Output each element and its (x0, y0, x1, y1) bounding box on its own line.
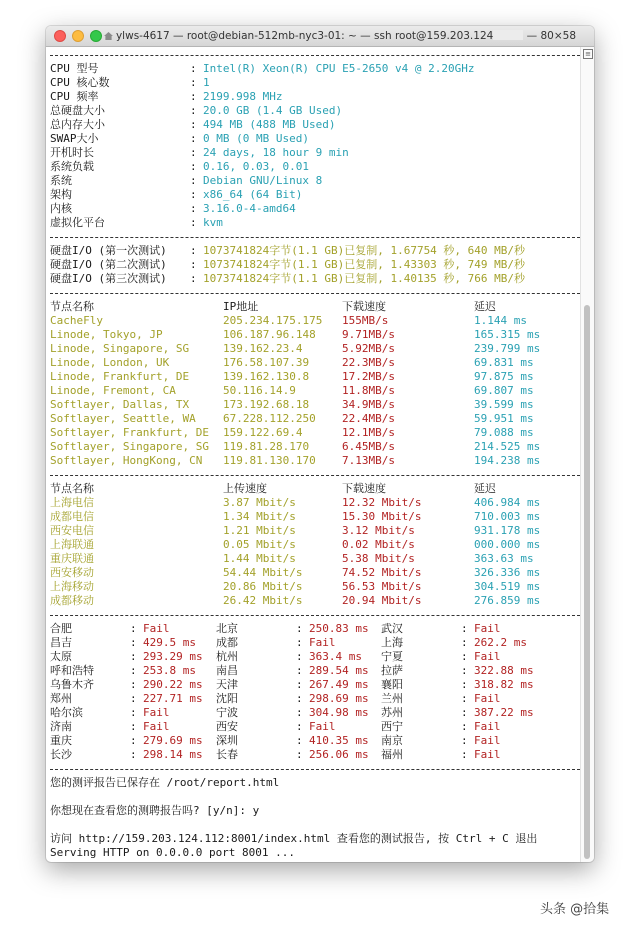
cn-down: 12.32 Mbit/s (342, 496, 422, 509)
ping-city: 郑州 (50, 692, 72, 705)
disk-io-value: 1073741824字节(1.1 GB)已复制, 1.43303 秒, 749 MB/秒 (203, 258, 526, 271)
ping-colon: : (461, 678, 468, 691)
sysinfo-colon: : (190, 118, 197, 131)
ping-value: 387.22 ms (474, 706, 534, 719)
sysinfo-label: SWAP大小 (50, 132, 99, 145)
title-bar[interactable] (46, 26, 594, 47)
speed-node: Softlayer, Seattle, WA (50, 412, 196, 425)
ping-row (50, 664, 580, 678)
speed-ip: 205.234.175.175 (223, 314, 323, 327)
separator-line (50, 48, 580, 62)
speed-row (50, 454, 580, 468)
ping-value: Fail (474, 692, 501, 705)
cn-row (50, 510, 580, 524)
ping-colon: : (461, 734, 468, 747)
ping-value: 279.69 ms (143, 734, 203, 747)
sysinfo-value: 1 (203, 76, 210, 89)
ping-colon: : (130, 720, 137, 733)
watermark-text: 头条 @拾集 (540, 902, 610, 917)
sysinfo-colon: : (190, 62, 197, 75)
ping-value: Fail (474, 720, 501, 733)
ping-city: 沈阳 (216, 692, 238, 705)
ping-city: 南京 (381, 734, 403, 747)
prompt-text: 你想现在查看您的测聘报告吗? [y/n]: y (50, 804, 260, 817)
cn-down: 15.30 Mbit/s (342, 510, 422, 523)
ping-colon: : (130, 692, 137, 705)
visit-text: 访问 http://159.203.124.112:8001/index.html 查看您的测试报告, 按 Ctrl + C 退出 (50, 832, 538, 845)
speed-latency: 59.951 ms (474, 412, 534, 425)
cn-latency: 931.178 ms (474, 524, 541, 537)
cn-row (50, 552, 580, 566)
ping-city: 南昌 (216, 664, 238, 677)
disk-io-colon: : (190, 244, 197, 257)
sysinfo-value: 0.16, 0.03, 0.01 (203, 160, 309, 173)
cn-down: 5.38 Mbit/s (342, 552, 415, 565)
ping-row (50, 706, 580, 720)
sysinfo-label: 架构 (50, 188, 72, 201)
cn-up: 0.05 Mbit/s (223, 538, 296, 551)
speed-down: 5.92MB/s (342, 342, 395, 355)
ping-city: 福州 (381, 748, 403, 761)
ping-value: 363.4 ms (309, 650, 362, 663)
ping-city: 北京 (216, 622, 238, 635)
visit-line (50, 832, 580, 846)
cn-node: 西安电信 (50, 524, 94, 537)
speed-down: 7.13MB/s (342, 454, 395, 467)
speed-row (50, 342, 580, 356)
ping-value: 298.14 ms (143, 748, 203, 761)
window-title-text: ylws-4617 — root@debian-512mb-nyc3-01: ~ — ssh root@159.203.124 (115, 30, 494, 42)
ping-city: 西宁 (381, 720, 403, 733)
cn-row (50, 538, 580, 552)
ping-colon: : (296, 720, 303, 733)
cn-header-up: 上传速度 (223, 482, 267, 495)
sysinfo-value: 20.0 GB (1.4 GB Used) (203, 104, 343, 117)
ping-value: 322.88 ms (474, 664, 534, 677)
ping-city: 上海 (381, 636, 403, 649)
cn-up: 1.21 Mbit/s (223, 524, 296, 537)
ping-city: 西安 (216, 720, 238, 733)
window-title (98, 26, 582, 46)
ping-colon: : (461, 692, 468, 705)
disk-io-value: 1073741824字节(1.1 GB)已复制, 1.40135 秒, 766 MB/秒 (203, 272, 526, 285)
ping-city: 宁波 (216, 706, 238, 719)
sysinfo-row (50, 104, 580, 118)
cn-latency: 276.859 ms (474, 594, 541, 607)
sysinfo-value: 2199.998 MHz (203, 90, 283, 103)
ping-value: Fail (143, 622, 170, 635)
ping-city: 乌鲁木齐 (50, 678, 94, 691)
speed-row (50, 384, 580, 398)
terminal-window (46, 26, 594, 862)
speed-latency: 69.831 ms (474, 356, 534, 369)
sysinfo-colon: : (190, 188, 197, 201)
cn-header-down: 下载速度 (342, 482, 386, 495)
separator-line (50, 468, 580, 482)
ping-colon: : (296, 692, 303, 705)
speed-down: 17.2MB/s (342, 370, 395, 383)
speed-ip: 67.228.112.250 (223, 412, 316, 425)
disk-io-row (50, 272, 580, 286)
ping-value: 253.8 ms (143, 664, 196, 677)
speed-latency: 165.315 ms (474, 328, 541, 341)
speed-header-node: 节点名称 (50, 300, 94, 313)
scrollbar[interactable] (580, 47, 594, 862)
ping-value: 250.83 ms (309, 622, 369, 635)
speed-node: Softlayer, Frankfurt, DE (50, 426, 209, 439)
ping-city: 杭州 (216, 650, 238, 663)
ping-colon: : (296, 678, 303, 691)
ping-colon: : (296, 664, 303, 677)
ping-city: 武汉 (381, 622, 403, 635)
cn-row (50, 594, 580, 608)
ping-colon: : (130, 636, 137, 649)
sysinfo-row (50, 160, 580, 174)
speed-down: 155MB/s (342, 314, 389, 327)
serving-text: Serving HTTP on 0.0.0.0 port 8001 ... (50, 846, 296, 858)
speed-latency: 69.807 ms (474, 384, 534, 397)
ping-city: 长春 (216, 748, 238, 761)
sysinfo-label: CPU 型号 (50, 62, 99, 75)
disk-io-label: 硬盘I/O (第一次测试) (50, 244, 167, 257)
home-icon (104, 32, 113, 40)
ping-row (50, 636, 580, 650)
ping-value: 304.98 ms (309, 706, 369, 719)
cn-node: 成都电信 (50, 510, 94, 523)
sysinfo-label: 虚拟化平台 (50, 216, 105, 229)
cn-down: 0.02 Mbit/s (342, 538, 415, 551)
speed-latency: 97.875 ms (474, 370, 534, 383)
cn-up: 54.44 Mbit/s (223, 566, 303, 579)
ping-row (50, 692, 580, 706)
speed-ip: 50.116.14.9 (223, 384, 296, 397)
cn-latency: 304.519 ms (474, 580, 541, 593)
speed-down: 22.3MB/s (342, 356, 395, 369)
ping-colon: : (461, 706, 468, 719)
ping-value: 429.5 ms (143, 636, 196, 649)
speed-down: 12.1MB/s (342, 426, 395, 439)
sysinfo-value: x86_64 (64 Bit) (203, 188, 303, 201)
sysinfo-colon: : (190, 90, 197, 103)
sysinfo-colon: : (190, 146, 197, 159)
ping-value: 256.06 ms (309, 748, 369, 761)
ping-city: 济南 (50, 720, 72, 733)
speed-row (50, 426, 580, 440)
cn-node: 上海电信 (50, 496, 94, 509)
speed-header-latency: 延迟 (474, 300, 496, 313)
ping-city: 太原 (50, 650, 72, 663)
speed-ip: 139.162.130.8 (223, 370, 310, 383)
separator-line (50, 608, 580, 622)
sysinfo-value: 494 MB (488 MB Used) (203, 118, 336, 131)
speed-latency: 214.525 ms (474, 440, 541, 453)
ping-city: 宁夏 (381, 650, 403, 663)
disk-io-colon: : (190, 272, 197, 285)
ping-value: Fail (474, 748, 501, 761)
sysinfo-label: 内核 (50, 202, 72, 215)
cn-up: 1.44 Mbit/s (223, 552, 296, 565)
cn-latency: 406.984 ms (474, 496, 541, 509)
sysinfo-label: CPU 频率 (50, 90, 99, 103)
serving-line (50, 846, 580, 858)
ping-city: 苏州 (381, 706, 403, 719)
speed-header-ip: IP地址 (223, 300, 259, 313)
speed-row (50, 328, 580, 342)
ping-value: Fail (474, 622, 501, 635)
speed-ip: 106.187.96.148 (223, 328, 316, 341)
cn-up: 26.42 Mbit/s (223, 594, 303, 607)
ping-value: 298.69 ms (309, 692, 369, 705)
ping-value: 410.35 ms (309, 734, 369, 747)
speed-ip: 159.122.69.4 (223, 426, 303, 439)
speed-header-row (50, 300, 580, 314)
speed-latency: 239.799 ms (474, 342, 541, 355)
sysinfo-row (50, 132, 580, 146)
speed-node: Softlayer, Dallas, TX (50, 398, 190, 411)
sysinfo-colon: : (190, 174, 197, 187)
blank-line (50, 790, 580, 804)
disk-io-label: 硬盘I/O (第三次测试) (50, 272, 167, 285)
cn-down: 20.94 Mbit/s (342, 594, 422, 607)
speed-node: Softlayer, HongKong, CN (50, 454, 203, 467)
ping-city: 兰州 (381, 692, 403, 705)
speed-ip: 119.81.130.170 (223, 454, 316, 467)
ping-colon: : (296, 706, 303, 719)
sysinfo-value: 24 days, 18 hour 9 min (203, 146, 349, 159)
close-button[interactable] (54, 30, 66, 42)
ping-colon: : (461, 720, 468, 733)
speed-row (50, 412, 580, 426)
cn-node: 上海移动 (50, 580, 94, 593)
scrollbar-thumb[interactable] (584, 305, 590, 859)
speed-ip: 119.81.28.170 (223, 440, 310, 453)
ping-city: 合肥 (50, 622, 72, 635)
speed-node: Linode, Frankfurt, DE (50, 370, 190, 383)
disk-io-label: 硬盘I/O (第二次测试) (50, 258, 167, 271)
sysinfo-value: Intel(R) Xeon(R) CPU E5-2650 v4 @ 2.20GHz (203, 62, 475, 75)
sysinfo-value: 3.16.0-4-amd64 (203, 202, 296, 215)
cn-up: 20.86 Mbit/s (223, 580, 303, 593)
speed-row (50, 370, 580, 384)
ping-colon: : (130, 650, 137, 663)
cn-latency: 326.336 ms (474, 566, 541, 579)
disk-io-value: 1073741824字节(1.1 GB)已复制, 1.67754 秒, 640 MB/秒 (203, 244, 526, 257)
cn-row (50, 580, 580, 594)
sysinfo-value: kvm (203, 216, 223, 229)
cn-header-row (50, 482, 580, 496)
speed-latency: 39.599 ms (474, 398, 534, 411)
ping-colon: : (296, 650, 303, 663)
speed-down: 34.9MB/s (342, 398, 395, 411)
ping-colon: : (461, 650, 468, 663)
separator-line (50, 286, 580, 300)
speed-down: 22.4MB/s (342, 412, 395, 425)
cn-node: 上海联通 (50, 538, 94, 551)
cn-down: 3.12 Mbit/s (342, 524, 415, 537)
sysinfo-row (50, 76, 580, 90)
sysinfo-colon: : (190, 202, 197, 215)
speed-node: Linode, Singapore, SG (50, 342, 190, 355)
ping-row (50, 650, 580, 664)
speed-node: Linode, Fremont, CA (50, 384, 176, 397)
ping-city: 长沙 (50, 748, 72, 761)
cn-row (50, 566, 580, 580)
sysinfo-row (50, 146, 580, 160)
ping-colon: : (461, 664, 468, 677)
ping-row (50, 748, 580, 762)
ping-colon: : (130, 622, 137, 635)
cn-down: 74.52 Mbit/s (342, 566, 422, 579)
ping-row (50, 720, 580, 734)
sysinfo-colon: : (190, 160, 197, 173)
sysinfo-label: 开机时长 (50, 146, 94, 159)
sysinfo-colon: : (190, 216, 197, 229)
speed-down: 11.8MB/s (342, 384, 395, 397)
minimize-button[interactable] (72, 30, 84, 42)
report-saved-line (50, 776, 580, 790)
ping-row (50, 678, 580, 692)
ping-value: Fail (474, 734, 501, 747)
cn-header-latency: 延迟 (474, 482, 496, 495)
ping-value: Fail (143, 706, 170, 719)
redacted-ip-block (493, 30, 523, 40)
ping-value: 318.82 ms (474, 678, 534, 691)
cn-latency: 000.000 ms (474, 538, 541, 551)
separator-line (50, 230, 580, 244)
speed-latency: 79.088 ms (474, 426, 534, 439)
ping-value: Fail (309, 636, 336, 649)
sysinfo-row (50, 188, 580, 202)
disk-io-colon: : (190, 258, 197, 271)
ping-colon: : (130, 734, 137, 747)
disk-io-row (50, 258, 580, 272)
ping-colon: : (130, 664, 137, 677)
traffic-lights (46, 30, 102, 42)
ping-colon: : (461, 622, 468, 635)
cn-header-node: 节点名称 (50, 482, 94, 495)
ping-value: Fail (474, 650, 501, 663)
cn-latency: 710.003 ms (474, 510, 541, 523)
ping-value: 227.71 ms (143, 692, 203, 705)
speed-node: Softlayer, Singapore, SG (50, 440, 209, 453)
sysinfo-row (50, 90, 580, 104)
sysinfo-label: 总内存大小 (50, 118, 105, 131)
sysinfo-colon: : (190, 132, 197, 145)
sysinfo-row (50, 174, 580, 188)
ping-colon: : (130, 678, 137, 691)
ping-colon: : (461, 748, 468, 761)
speed-ip: 139.162.23.4 (223, 342, 303, 355)
sysinfo-colon: : (190, 76, 197, 89)
ping-city: 成都 (216, 636, 238, 649)
cn-down: 56.53 Mbit/s (342, 580, 422, 593)
ping-value: 290.22 ms (143, 678, 203, 691)
ping-city: 哈尔滨 (50, 706, 83, 719)
cn-row (50, 496, 580, 510)
sysinfo-label: 总硬盘大小 (50, 104, 105, 117)
cn-node: 成都移动 (50, 594, 94, 607)
ping-colon: : (130, 706, 137, 719)
report-saved-text: 您的测评报告已保存在 /root/report.html (50, 776, 280, 789)
sysinfo-label: 系统 (50, 174, 72, 187)
ping-city: 天津 (216, 678, 238, 691)
sysinfo-row (50, 118, 580, 132)
cn-latency: 363.63 ms (474, 552, 534, 565)
ping-city: 拉萨 (381, 664, 403, 677)
speed-row (50, 398, 580, 412)
ping-colon: : (296, 636, 303, 649)
sysinfo-colon: : (190, 104, 197, 117)
sysinfo-row (50, 202, 580, 216)
ping-city: 重庆 (50, 734, 72, 747)
sysinfo-value: 0 MB (0 MB Used) (203, 132, 309, 145)
disk-io-row (50, 244, 580, 258)
scroll-menu-icon[interactable]: ≡ (583, 49, 593, 59)
sysinfo-value: Debian GNU/Linux 8 (203, 174, 323, 187)
speed-down: 6.45MB/s (342, 440, 395, 453)
speed-node: Linode, London, UK (50, 356, 170, 369)
ping-value: Fail (309, 720, 336, 733)
speed-latency: 194.238 ms (474, 454, 541, 467)
ping-city: 襄阳 (381, 678, 403, 691)
sysinfo-label: 系统负载 (50, 160, 94, 173)
speed-down: 9.71MB/s (342, 328, 395, 341)
ping-colon: : (296, 734, 303, 747)
ping-colon: : (461, 636, 468, 649)
ping-value: 293.29 ms (143, 650, 203, 663)
sysinfo-row (50, 216, 580, 230)
sysinfo-label: CPU 核心数 (50, 76, 110, 89)
window-title-size: — 80×58 (526, 30, 577, 42)
ping-colon: : (296, 622, 303, 635)
ping-colon: : (296, 748, 303, 761)
cn-up: 1.34 Mbit/s (223, 510, 296, 523)
ping-value: 289.54 ms (309, 664, 369, 677)
speed-row (50, 314, 580, 328)
speed-latency: 1.144 ms (474, 314, 527, 327)
ping-row (50, 622, 580, 636)
ping-value: 262.2 ms (474, 636, 527, 649)
ping-value: Fail (143, 720, 170, 733)
ping-row (50, 734, 580, 748)
sysinfo-row (50, 62, 580, 76)
speed-row (50, 356, 580, 370)
speed-node: Linode, Tokyo, JP (50, 328, 163, 341)
speed-header-down: 下载速度 (342, 300, 386, 313)
ping-city: 昌吉 (50, 636, 72, 649)
cn-up: 3.87 Mbit/s (223, 496, 296, 509)
ping-city: 深圳 (216, 734, 238, 747)
ping-city: 呼和浩特 (50, 664, 94, 677)
blank-line (50, 818, 580, 832)
cn-node: 重庆联通 (50, 552, 94, 565)
speed-node: CacheFly (50, 314, 103, 327)
terminal-output[interactable] (50, 48, 580, 858)
speed-ip: 173.192.68.18 (223, 398, 310, 411)
speed-ip: 176.58.107.39 (223, 356, 310, 369)
cn-row (50, 524, 580, 538)
ping-colon: : (130, 748, 137, 761)
ping-value: 267.49 ms (309, 678, 369, 691)
speed-row (50, 440, 580, 454)
cn-node: 西安移动 (50, 566, 94, 579)
separator-line (50, 762, 580, 776)
prompt-line (50, 804, 580, 818)
